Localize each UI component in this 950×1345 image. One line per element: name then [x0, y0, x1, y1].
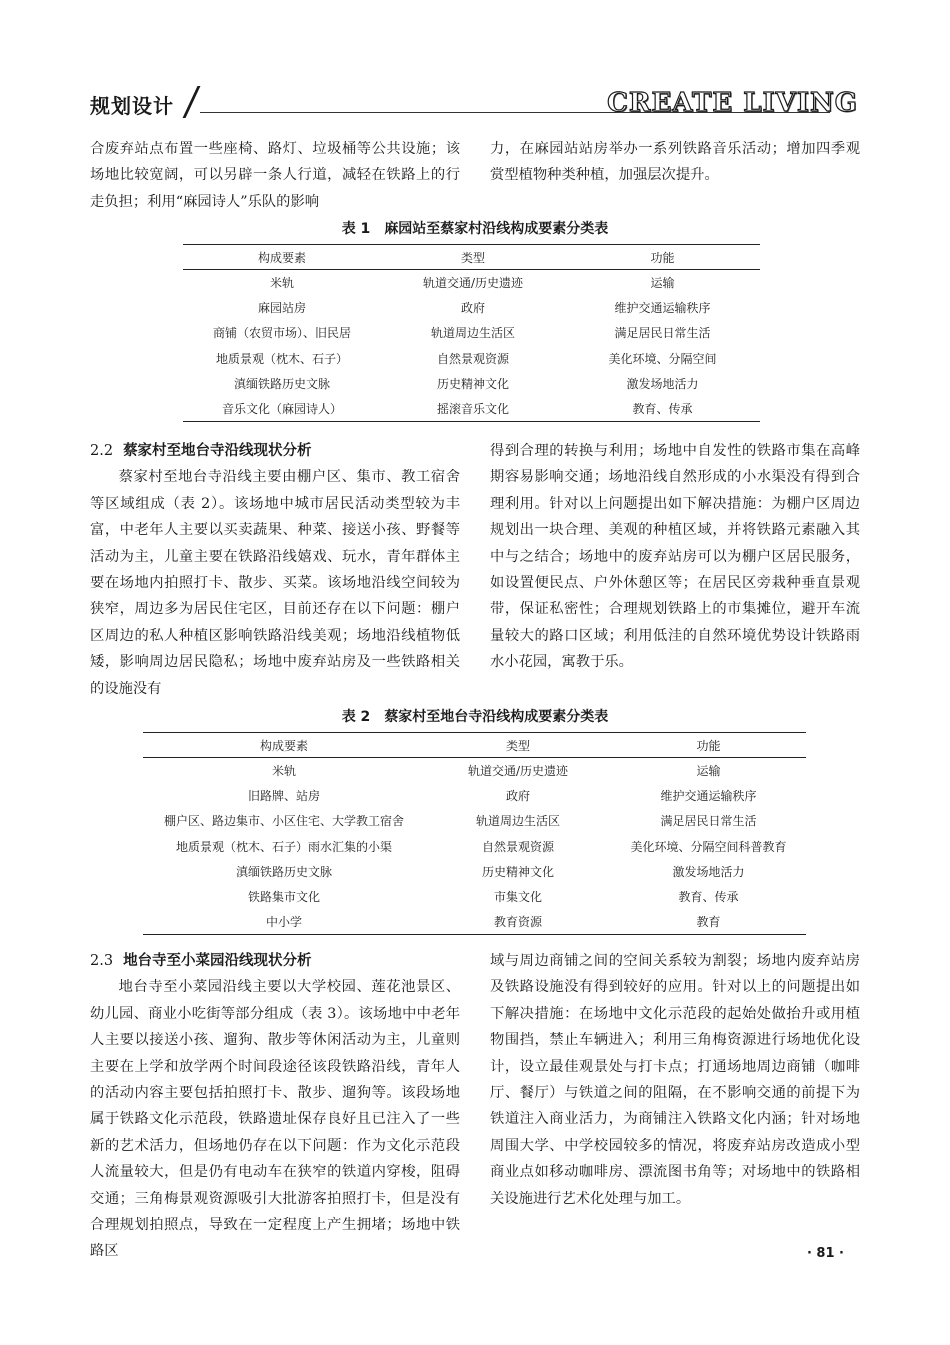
table-cell: 历史精神文化	[481, 864, 554, 879]
table-cell: 教育、传承	[565, 396, 760, 422]
table-row	[143, 758, 806, 784]
table-row	[183, 371, 760, 396]
table-cell: 麻园站房	[257, 301, 306, 316]
table2	[143, 732, 806, 935]
table-cell: 激发场地活力	[672, 864, 745, 879]
table-header-row	[183, 245, 760, 270]
table-cell: 政府	[460, 301, 485, 316]
table-cell: 运输	[650, 276, 675, 291]
section-title: 蔡家村至地台寺沿线现状分析	[123, 443, 312, 459]
table-cell: 商铺（农贸市场）、旧民居	[212, 326, 351, 341]
table1	[183, 244, 760, 422]
column-header: 功能	[611, 733, 806, 758]
table-cell: 音乐文化（麻园诗人）	[183, 396, 381, 422]
paragraph: 域与周边商铺之间的空间关系较为割裂；场地内废弃站房及铁路设施没有得到较好的应用。针对以上的问题提出如下解决措施：在场地中文化示范段的起始处做抬升或用植物围挡，禁止车辆进入；利用三角梅资源进行场地优化设计，设立最佳观景处与打卡点；打通场地周边商铺（咖啡厅、餐厅）与铁道之间的阻隔，在不影响交通的前提下为铁道注入商业活力，为商铺注入铁路文化内涵；针对场地周围大学、中学校园较多的情况，将废弃站房改造成小型商业点如移动咖啡房、漂流图书角等；对场地中的铁路相关设施进行艺术化处理与加工。	[490, 953, 860, 1207]
table-cell: 轨道交通/历史遗迹	[467, 764, 569, 779]
paragraph: 地台寺至小菜园沿线主要以大学校园、莲花池景区、幼儿园、商业小吃街等部分组成（表 3）。该场地中中老年人主要以接送小孩、遛狗、散步等休闲活动为主，儿童则主要在上学和放学两个时间段途径该段铁路沿线，青年人的活动内容主要包括拍照打卡、散步、遛狗等。该段场地属于铁路文化示范段，铁路遗址保存良好且已注入了一些新的艺术活力，但场地仍存在以下问题：作为文化示范段人流量较大，但是仍有电动车在狭窄的铁道内穿梭，阻碍交通；三角梅景观资源吸引大批游客拍照打卡，但是没有合理规划拍照点，导致在一定程度上产生拥堵；场地中铁路区	[90, 979, 460, 1260]
table-cell: 激发场地活力	[626, 376, 699, 391]
table-row	[143, 783, 806, 808]
table-header-row	[143, 733, 806, 758]
table-cell: 维护交通运输秩序	[614, 301, 711, 316]
table-cell: 米轨	[269, 276, 294, 291]
column-header: 构成要素	[183, 245, 381, 270]
table-cell: 美化环境、分隔空间科普教育	[630, 839, 787, 854]
table-cell: 轨道交通/历史遗迹	[422, 276, 524, 291]
table-cell: 自然景观资源	[481, 839, 554, 854]
table-cell: 满足居民日常生活	[660, 814, 757, 829]
table-cell: 米轨	[271, 764, 296, 779]
table-row	[183, 270, 760, 296]
table-cell: 政府	[505, 789, 530, 804]
section-title: 地台寺至小菜园沿线现状分析	[123, 953, 312, 969]
table-row	[143, 834, 806, 859]
table-cell: 滇缅铁路历史文脉	[235, 864, 332, 879]
section22-right-column	[490, 438, 860, 676]
table2-number: 表 2	[341, 709, 371, 725]
table-cell: 地质景观（枕木、石子）雨水汇集的小渠	[175, 839, 392, 854]
table-row	[183, 396, 760, 422]
column-header: 功能	[565, 245, 760, 270]
header-slash	[183, 86, 201, 118]
table-cell: 维护交通运输秩序	[660, 789, 757, 804]
table-cell: 美化环境、分隔空间	[608, 351, 717, 366]
table-cell: 中小学	[143, 909, 425, 935]
section-number: 2.2	[90, 443, 114, 459]
section23-right-column	[490, 948, 860, 1212]
table-cell: 自然景观资源	[436, 351, 509, 366]
section22-left-column	[90, 438, 460, 702]
table-cell: 教育	[611, 909, 806, 935]
table-row	[183, 295, 760, 320]
table-cell: 地质景观（枕木、石子）	[215, 351, 348, 366]
section23-left-column	[90, 948, 460, 1265]
table-row	[183, 320, 760, 345]
top-right-column	[490, 136, 860, 189]
table-cell: 市集文化	[493, 890, 542, 905]
table-cell: 滇缅铁路历史文脉	[233, 376, 330, 391]
section-heading	[90, 948, 460, 974]
table-row	[183, 346, 760, 371]
table-cell: 教育资源	[425, 909, 611, 935]
table-cell: 满足居民日常生活	[614, 326, 711, 341]
table1-title: 麻园站至蔡家村沿线构成要素分类表	[384, 221, 609, 237]
table1-caption	[0, 218, 950, 238]
table-cell: 历史精神文化	[436, 376, 509, 391]
section-number: 2.3	[90, 953, 114, 969]
table-cell: 铁路集市文化	[247, 890, 320, 905]
paragraph: 力，在麻园站站房举办一系列铁路音乐活动；增加四季观赏型植物种类种植，加强层次提升。	[490, 141, 860, 184]
table-cell: 棚户区、路边集市、小区住宅、大学教工宿舍	[163, 814, 404, 829]
page-number: · 81 ·	[806, 1246, 844, 1261]
table-row	[143, 859, 806, 884]
table-row	[143, 808, 806, 833]
table-cell: 运输	[696, 764, 721, 779]
table1-number: 表 1	[341, 221, 371, 237]
table-cell: 轨道周边生活区	[430, 326, 515, 341]
paragraph: 蔡家村至地台寺沿线主要由棚户区、集市、教工宿舍等区域组成（表 2）。该场地中城市居民活动类型较为丰富，中老年人主要以买卖蔬果、种菜、接送小孩、野餐等活动为主，儿童主要在铁路沿线嬉戏、玩水，青年群体主要在场地内拍照打卡、散步、买菜。该场地沿线空间较为狭窄，周边多为居民住宅区，目前还存在以下问题：棚户区周边的私人种植区影响铁路沿线美观；场地沿线植物低矮，影响周边居民隐私；场地中废弃站房及一些铁路相关的设施没有	[90, 469, 460, 697]
column-header: 构成要素	[143, 733, 425, 758]
column-header: 类型	[425, 733, 611, 758]
table2-title: 蔡家村至地台寺沿线构成要素分类表	[384, 709, 609, 725]
paragraph: 得到合理的转换与利用；场地中自发性的铁路市集在高峰期容易影响交通；场地沿线自然形成的小水渠没有得到合理利用。针对以上问题提出如下解决措施：为棚户区周边规划出一块合理、美观的种植区域，并将铁路元素融入其中与之结合；场地中的废弃站房可以为棚户区居民服务，如设置便民点、户外休憩区等；在居民区旁栽种垂直景观带，保证私密性；合理规划铁路上的市集摊位，避开车流量较大的路口区域；利用低洼的自然环境优势设计铁路雨水小花园，寓教于乐。	[490, 443, 860, 671]
column-header: 类型	[381, 245, 565, 270]
journal-name: CREATE LIVING	[607, 88, 858, 118]
table-cell: 摇滚音乐文化	[381, 396, 565, 422]
section-heading	[90, 438, 460, 464]
top-left-column	[90, 136, 460, 215]
table-row	[143, 884, 806, 909]
table-cell: 旧路牌、站房	[247, 789, 320, 804]
table-cell: 教育、传承	[678, 890, 739, 905]
paragraph: 合废弃站点布置一些座椅、路灯、垃圾桶等公共设施；该场地比较宽阔，可以另辟一条人行道，减轻在铁路上的行走负担；利用“麻园诗人”乐队的影响	[90, 141, 460, 210]
table2-caption	[0, 706, 950, 726]
table-cell: 轨道周边生活区	[475, 814, 560, 829]
table-row	[143, 909, 806, 935]
section-label: 规划设计	[90, 94, 174, 118]
